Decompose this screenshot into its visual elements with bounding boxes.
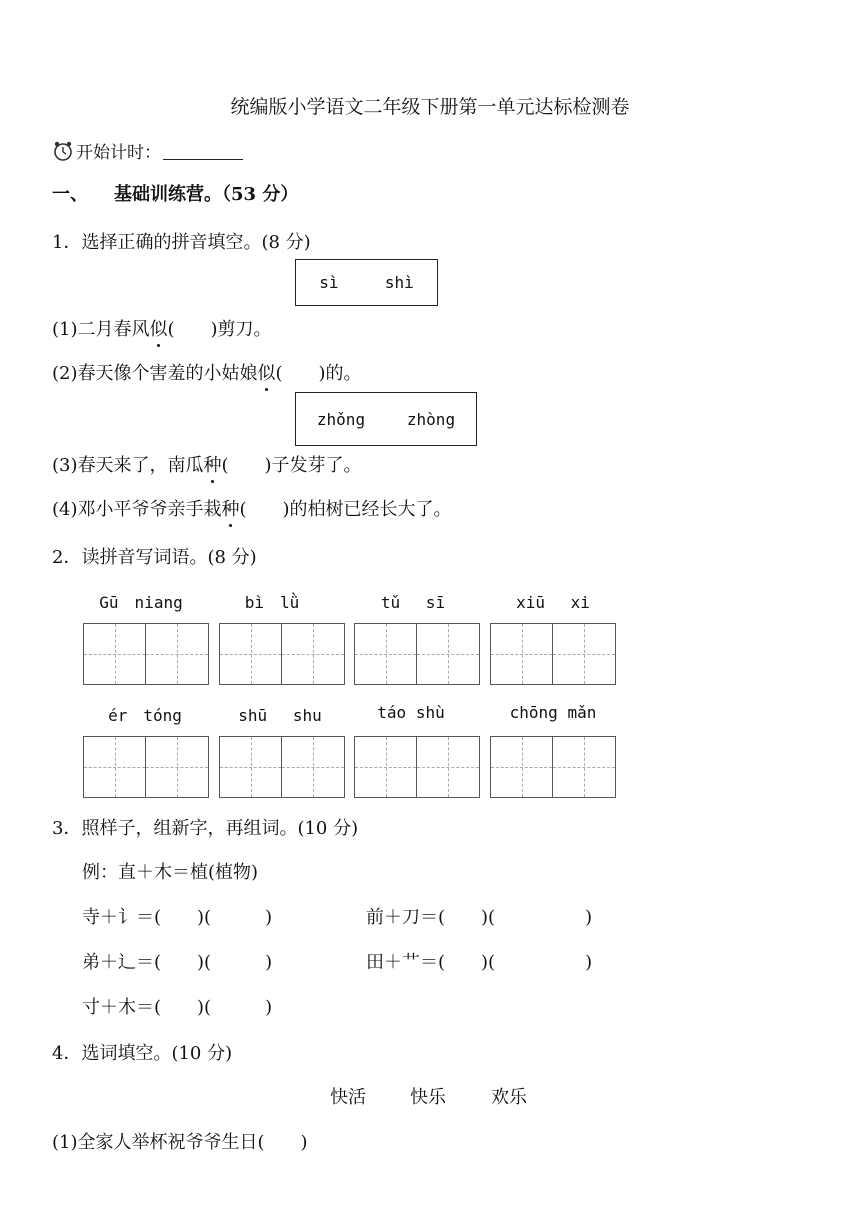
writing-grid[interactable] <box>83 736 209 798</box>
writing-cell[interactable] <box>219 623 282 685</box>
q3-item: 寺＋讠＝( )( ) <box>82 907 273 928</box>
pinyin-option: zhǒng <box>316 409 366 429</box>
writing-cell[interactable] <box>83 736 146 798</box>
q3-example: 例：直＋木＝植(植物) <box>82 862 259 883</box>
writing-cell[interactable] <box>282 736 345 798</box>
writing-cell[interactable] <box>490 736 553 798</box>
section-heading <box>52 180 298 206</box>
writing-grid[interactable] <box>490 623 616 685</box>
writing-cell[interactable] <box>146 623 209 685</box>
writing-cell[interactable] <box>83 623 146 685</box>
q3-heading: 3．照样子，组新字，再组词。(10 分) <box>52 818 359 839</box>
pinyin-option: zhòng <box>406 409 456 429</box>
q2-heading: 2．读拼音写词语。(8 分) <box>52 547 257 568</box>
q3-item: 前＋刀＝( )( ) <box>366 907 593 928</box>
q3-item: 田＋艹＝( )( ) <box>366 952 593 973</box>
writing-grid[interactable] <box>490 736 616 798</box>
q1-item-1: (1)二月春风似( )剪刀。 <box>52 315 272 341</box>
writing-cell[interactable] <box>219 736 282 798</box>
pinyin-label: chōng mǎn <box>509 703 597 722</box>
writing-grid[interactable] <box>83 623 209 685</box>
q4-heading: 4．选词填空。(10 分) <box>52 1043 233 1064</box>
pinyin-label: bì lǜ <box>244 593 300 612</box>
clock-icon <box>52 140 74 162</box>
q3-item: 弟＋辶＝( )( ) <box>82 952 273 973</box>
section-number: 一、 <box>52 184 88 205</box>
writing-cell[interactable] <box>282 623 345 685</box>
word-choice: 快活 <box>330 1087 366 1108</box>
pinyin-label: xiū xi <box>516 593 590 612</box>
writing-grid[interactable] <box>219 736 345 798</box>
writing-cell[interactable] <box>354 623 417 685</box>
pinyin-choice-box-2 <box>295 392 477 446</box>
writing-grid[interactable] <box>354 736 480 798</box>
writing-cell[interactable] <box>417 736 480 798</box>
pinyin-choice-box-1 <box>295 259 438 306</box>
timer-blank[interactable] <box>163 141 243 160</box>
writing-cell[interactable] <box>354 736 417 798</box>
pinyin-option: sì <box>319 273 339 292</box>
q1-item-4: (4)邓小平爷爷亲手栽种( )的柏树已经长大了。 <box>52 495 452 521</box>
q1-heading: 1．选择正确的拼音填空。(8 分) <box>52 232 311 253</box>
q1-item-2: (2)春天像个害羞的小姑娘似( )的。 <box>52 359 362 385</box>
writing-grid[interactable] <box>354 623 480 685</box>
q4-item-1: (1)全家人举杯祝爷爷生日( ) <box>52 1132 308 1153</box>
writing-cell[interactable] <box>553 623 616 685</box>
writing-cell[interactable] <box>146 736 209 798</box>
timer-label: 开始计时： <box>76 143 161 163</box>
q3-item: 寸＋木＝( )( ) <box>82 997 273 1018</box>
writing-cell[interactable] <box>553 736 616 798</box>
timer-line <box>52 138 243 163</box>
pinyin-label: shū shu <box>238 706 322 725</box>
pinyin-label: Gū niang <box>99 593 183 612</box>
writing-grid[interactable] <box>219 623 345 685</box>
page-title: 统编版小学语文二年级下册第一单元达标检测卷 <box>230 96 630 118</box>
dotted-char: 似 <box>258 359 276 385</box>
pinyin-label: ér tóng <box>108 706 182 725</box>
pinyin-label: tǔ sī <box>380 593 446 612</box>
pinyin-label: táo shù <box>377 703 445 722</box>
writing-cell[interactable] <box>417 623 480 685</box>
dotted-char: 似 <box>150 315 168 341</box>
dotted-char: 种 <box>204 451 222 477</box>
section-label: 基础训练营。（53 分） <box>114 184 299 205</box>
word-choice: 欢乐 <box>491 1087 527 1108</box>
dotted-char: 种 <box>222 495 240 521</box>
pinyin-option: shì <box>384 273 414 292</box>
writing-cell[interactable] <box>490 623 553 685</box>
q1-item-3: (3)春天来了，南瓜种( )子发芽了。 <box>52 451 362 477</box>
word-choice: 快乐 <box>410 1087 446 1108</box>
